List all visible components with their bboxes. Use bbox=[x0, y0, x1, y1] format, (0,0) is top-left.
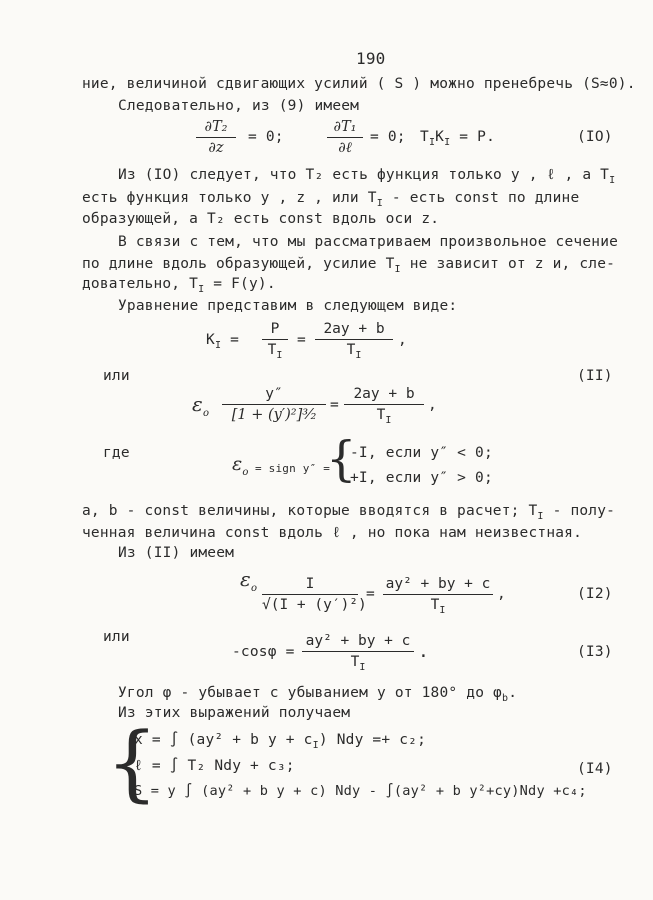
eq13-lhs: -cosφ = bbox=[232, 644, 295, 660]
eq11-epsilon: $\varepsilon_o$ bbox=[192, 392, 210, 419]
eq12-fraction-2 bbox=[383, 575, 493, 620]
text-line-1: ние, величиной сдвигающих усилий ( S ) можно пренебречь (S≈0). bbox=[82, 76, 636, 92]
text-line-6: В связи с тем, что мы рассматриваем произвольное сечение bbox=[118, 234, 619, 250]
eqEps-case-2: +I, если y″ > 0; bbox=[350, 470, 493, 486]
eq11-f2-denominator: $T_I$ bbox=[376, 407, 392, 426]
eq13-fraction bbox=[302, 632, 414, 677]
text-line-9: Уравнение представим в следующем виде: bbox=[118, 298, 458, 314]
text-line-11: ченная величина const вдоль ℓ , но пока нам неизвестная. bbox=[82, 525, 583, 541]
text-line-2: Следовательно, из (9) имеем bbox=[118, 98, 360, 114]
eq10-product: $T_IK_I = P$. bbox=[420, 129, 495, 148]
system-brace: { bbox=[106, 716, 159, 811]
text-line-5: образующей, а T₂ есть const вдоль оси z. bbox=[82, 211, 440, 227]
eqK-equals-2: = bbox=[297, 332, 306, 348]
cases-brace: { bbox=[326, 431, 357, 487]
eq14-row-1: x = ∫ (ay² + b $y + c_I$) Ndy =+ c₂; bbox=[134, 732, 427, 751]
eq10-fraction-2 bbox=[327, 118, 363, 157]
eq12-label: (I2) bbox=[577, 586, 613, 602]
eq13-period: . bbox=[418, 641, 430, 662]
eqK-comma: , bbox=[398, 332, 407, 348]
word-ili-1: или bbox=[103, 368, 130, 384]
eqEps-rhs: = sign y″ = bbox=[255, 462, 331, 475]
eq12-fraction-1 bbox=[262, 575, 367, 614]
eq10-f1-numerator: ∂T₂ bbox=[204, 119, 228, 135]
eqEps-case-1: -I, если y″ < 0; bbox=[350, 445, 493, 461]
eqEps-lhs: $\varepsilon_o$ bbox=[232, 453, 249, 478]
text-line-3: Из (IO) следует, что T₂ есть функция только y , ℓ , а $T_I$ bbox=[118, 167, 616, 186]
eq11-equals: = bbox=[330, 397, 339, 413]
word-gde: где bbox=[103, 445, 130, 461]
text-line-14: Из этих выражений получаем bbox=[118, 705, 351, 721]
eq10-f2-rhs: = 0; bbox=[370, 129, 406, 145]
eq11-label: (II) bbox=[577, 368, 613, 384]
eq13-denominator: $T_I$ bbox=[350, 654, 366, 673]
eq12-f2-denominator: $T_I$ bbox=[430, 597, 446, 616]
eq13-numerator: ay² + by + c bbox=[305, 633, 411, 649]
eq11-numerator: y″ bbox=[265, 386, 283, 402]
eq11-f2-numerator: 2ay + b bbox=[353, 386, 415, 402]
eq12-epsilon: $\varepsilon_o$ bbox=[240, 567, 258, 594]
eq12-denominator: √(I + (y′)²) bbox=[262, 597, 367, 613]
eq11-fraction-2 bbox=[344, 385, 424, 430]
eq12-equals: = bbox=[366, 586, 375, 602]
eq10-label: (IO) bbox=[577, 129, 613, 145]
text-line-12: Из (II) имеем bbox=[118, 545, 235, 561]
word-ili-2: или bbox=[103, 629, 130, 645]
text-line-4: есть функция только y , z , или $T_I$ - есть const по длине bbox=[82, 190, 580, 209]
eq11-fraction-1 bbox=[222, 385, 326, 424]
eq14-label: (I4) bbox=[577, 761, 613, 777]
eq10-f2-denominator: ∂ℓ bbox=[338, 140, 352, 156]
eqK-f2-denominator: $T_I$ bbox=[346, 342, 362, 361]
eqK-f2-numerator: 2ay + b bbox=[323, 321, 385, 337]
eq10-f1-denominator: ∂z bbox=[208, 140, 224, 156]
eq10-f1-rhs: = 0; bbox=[248, 129, 284, 145]
eqK-fraction-1 bbox=[262, 320, 288, 365]
eq14-row-2: ℓ = ∫ T₂ Ndy + c₃; bbox=[134, 758, 295, 774]
eq12-comma: , bbox=[497, 586, 506, 602]
eqK-f1-denominator: $T_I$ bbox=[267, 342, 283, 361]
eqK-lhs: $K_I$ = bbox=[206, 332, 240, 351]
text-line-7: по длине вдоль образующей, усилие $T_I$ не зависит от z и, сле- bbox=[82, 256, 616, 275]
eqK-fraction-2 bbox=[315, 320, 393, 365]
eq13-label: (I3) bbox=[577, 644, 613, 660]
eq11-comma: , bbox=[428, 397, 437, 413]
eq14-row-3: S = y ∫ (ay² + b y + c) Ndy - ∫(ay² + b y²+cy)Ndy +c₄; bbox=[134, 783, 587, 799]
eq11-denominator: [1 + (y′)²]³⁄₂ bbox=[231, 407, 317, 423]
eqK-f1-numerator: P bbox=[270, 321, 280, 337]
page-number: 190 bbox=[356, 49, 386, 68]
eq10-f2-numerator: ∂T₁ bbox=[333, 119, 357, 135]
text-line-13: Угол φ - убывает с убыванием y от 180° до $\varphi_b$. bbox=[118, 685, 518, 704]
eq10-fraction-1 bbox=[196, 118, 236, 157]
eq12-numerator: I bbox=[305, 576, 315, 592]
text-line-10: a, b - const величины, которые вводятся в расчет; $T_I$ - полу- bbox=[82, 503, 616, 522]
text-line-8: довательно, $T_I = F(y)$. bbox=[82, 276, 276, 295]
eq12-f2-numerator: ay² + by + c bbox=[385, 576, 491, 592]
